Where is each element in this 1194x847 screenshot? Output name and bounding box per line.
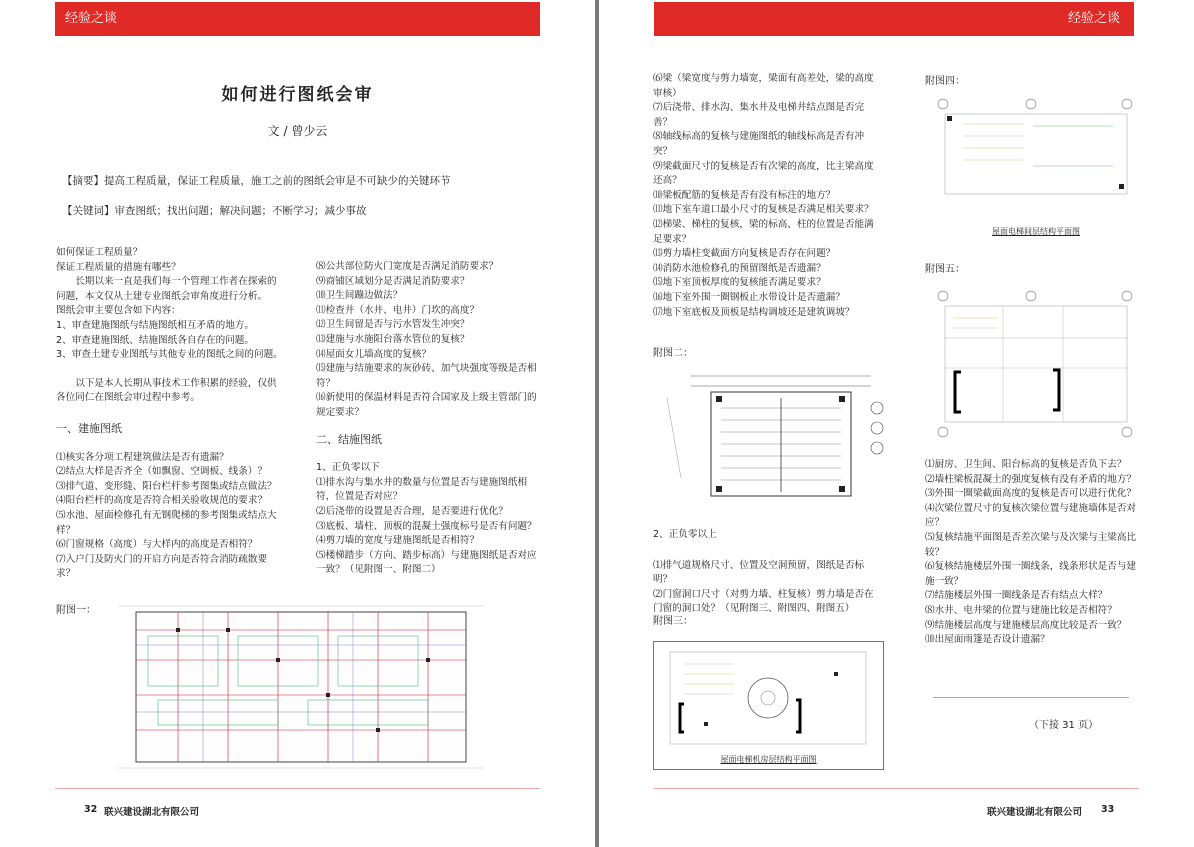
- paragraph: 以下是本人长期从事技术工作积累的经验，仅供各位同仁在图纸会审过程中参考。: [56, 377, 277, 404]
- list-item: ⒂地下室顶板厚度的复核能否满足要求？: [653, 277, 826, 289]
- right-column: [316, 260, 544, 578]
- article-title: 如何进行图纸会审: [221, 85, 374, 105]
- footer-rule: [654, 788, 1139, 789]
- list-item: ⑹梁（梁宽度与剪力墙宽，梁面有高差处，梁的高度审核）: [653, 73, 874, 99]
- figure-label: 附图一：: [56, 605, 96, 616]
- left-page: [0, 0, 595, 847]
- list-item: ⑶排气道、变形缝、阳台栏杆参考图集或结点做法？: [56, 480, 277, 492]
- list-item: ⒃新使用的保温材料是否符合国家及上级主管部门的规定要求？: [316, 392, 537, 418]
- list-item: ⑸水池、屋面检修孔有无钢爬梯的参考图集或结点大样？: [56, 509, 277, 536]
- list-item: ⑷阳台栏杆的高度是否符合相关验收规范的要求？: [56, 495, 268, 507]
- section-heading: 二、结施图纸: [316, 432, 382, 446]
- right-page: [599, 0, 1194, 847]
- list-item: ⑼结施楼层高度与建施楼层高度比较是否一致？: [925, 619, 1127, 631]
- list-item: ⑼梁截面尺寸的复核是否有次梁的高度，比主梁高度还高？: [653, 160, 874, 187]
- list-item: ⒁消防水池检修孔的预留图纸是否遗漏？: [653, 262, 826, 274]
- list-item: ⑵后浇带的设置是否合理，是否要进行优化？: [316, 505, 508, 517]
- company-name: 联兴建设湖北有限公司: [987, 807, 1083, 818]
- list-item: ⑻水井、电井梁的位置与建施比较是否相符？: [925, 604, 1117, 616]
- article-author: 文 / 曾少云: [267, 124, 328, 138]
- section-header-band: 经验之谈: [55, 2, 540, 36]
- list-item: ⑹复核结施楼层外围一圈线条，线条形状是否与建施一致？: [925, 561, 1137, 587]
- figure-label: 附图五：: [925, 264, 965, 275]
- list-item: ⒁屋面女儿墙高度的复核？: [316, 348, 432, 360]
- list-item: ⑼商铺区域划分是否满足消防要求？: [316, 275, 470, 287]
- figure-caption: 屋面电梯机房层结构平面图: [720, 755, 817, 764]
- list-item: ⑽出屋面雨篷是否设计遗漏？: [925, 634, 1050, 646]
- page-number: 33: [1101, 804, 1115, 815]
- figure-3-frame: [653, 641, 884, 770]
- list-item: ⑴排气道规格尺寸、位置及空洞预留，图纸是否标明？: [653, 559, 865, 586]
- list-item: ⑷剪刀墙的宽度与建施图纸是否相符？: [316, 535, 480, 547]
- list-item: ⑷次梁位置尺寸的复核次梁位置与建施墙体是否对应？: [925, 502, 1137, 529]
- list-item: ⑺后浇带、排水沟、集水井及电梯井结点图是否完善？: [653, 102, 865, 128]
- elevator-room-plan-figure-4: [933, 96, 1139, 208]
- list-item: ⑻轴线标高的复核与建施图纸的轴线标高是否有冲突？: [653, 131, 865, 157]
- section-header-band: 经验之谈: [654, 2, 1134, 36]
- sub-heading: 2、正负零以上: [653, 529, 717, 540]
- right-column: [925, 458, 1141, 648]
- figure-label: 附图二：: [653, 348, 693, 359]
- list-item: ⑵门窗洞口尺寸（对剪力墙、柱复核）剪力墙是否在门窗的洞口处？（见附图三、附图四、附图五）: [653, 588, 874, 615]
- list-item: ⒄地下室底板及顶板是结构调坡还是建筑调坡？: [653, 306, 855, 318]
- list-item: ⑸楼梯踏步（方向、踏步标高）与建施图纸是否对应一致？（见附图一、附图二）: [316, 549, 537, 576]
- list-item: ⑴核实各分项工程建筑做法是否有遗漏？: [56, 451, 229, 463]
- list-item: 3、审查土建专业图纸与其他专业的图纸之间的问题。: [56, 349, 283, 361]
- list-item: ⑿梯梁、梯柱的复核，梁的标高、柱的位置是否能满足要求？: [653, 218, 874, 245]
- list-item: ⑹门窗规格（高度）与大样内的高度是否相符？: [56, 539, 258, 551]
- list-item: ⑻公共部位防火门宽度是否满足消防要求？: [316, 261, 499, 272]
- paragraph: 图纸会审主要包含如下内容：: [56, 305, 181, 317]
- structure-plan-figure-5: [933, 288, 1139, 438]
- list-item: ⒀剪力墙柱变截面方向复核是否存在问题？: [653, 248, 836, 260]
- stair-plan-figure-2: [651, 368, 891, 508]
- list-item: ⑽梁板配筋的复核是否有没有标注的地方？: [653, 189, 836, 201]
- list-item: ⑺结施楼层外围一圈线条是否有结点大样？: [925, 590, 1108, 602]
- paragraph: 如何保证工程质量？: [56, 247, 143, 258]
- section-heading: 一、建施图纸: [56, 421, 122, 435]
- list-item: ⑸复核结施平面图是否差次梁与及次梁与主梁高比较？: [925, 531, 1137, 558]
- list-item: ⑺入户门及防火门的开启方向是否符合消防疏散要求？: [56, 553, 268, 580]
- left-column: [56, 246, 286, 582]
- keywords: 【关键词】审查图纸；找出问题；解决问题；不断学习；减少事故: [62, 205, 367, 217]
- floor-plan-figure-1: [118, 600, 484, 774]
- paragraph: 保证工程质量的措施有哪些？: [56, 261, 181, 273]
- list-item: 1、审查建施图纸与结施图纸相互矛盾的地方。: [56, 319, 254, 331]
- company-name: 联兴建设湖北有限公司: [104, 807, 200, 818]
- figure-label: 附图四：: [925, 76, 965, 87]
- abstract: 【摘要】提高工程质量，保证工程质量，施工之前的图纸会审是不可缺少的关键环节: [62, 175, 451, 187]
- elevator-room-plan-figure-3: [654, 642, 883, 752]
- paragraph: 长期以来一直是我们每一个管理工作者在探索的问题，本文仅从土建专业图纸会审角度进行分析。: [56, 276, 277, 302]
- list-item: ⑵结点大样是否齐全（如飘窗、空调板、线条）？: [56, 466, 268, 478]
- figure-label: 附图三：: [653, 616, 693, 627]
- left-column: [653, 72, 881, 320]
- list-item: ⑿卫生间留是否与污水管发生冲突？: [316, 319, 470, 331]
- sub-heading: 1、正负零以下: [316, 462, 380, 474]
- list-item: ⑾检查井（水井、电井）门坎的高度？: [316, 304, 480, 316]
- list-item: ⑴排水沟与集水井的数量与位置是否与建施图纸相符，位置是否对应？: [316, 476, 528, 503]
- list-item: ⒃地下室外围一圈钢板止水带设计是否遗漏？: [653, 291, 845, 303]
- list-item: ⒀建施与水施阳台落水管位的复核？: [316, 333, 470, 345]
- divider: [933, 697, 1129, 698]
- continued-note: （下接 31 页）: [1029, 720, 1099, 731]
- list-item: ⑶外围一圈梁截面高度的复核是否可以进行优化？: [925, 488, 1137, 500]
- list-item: ⑽卫生间蹦边做法？: [316, 290, 403, 302]
- figure-caption: 屋面电梯间层结构平面图: [992, 227, 1080, 236]
- footer-rule: [55, 788, 540, 789]
- list-item: ⒂建施与结施要求的灰砂砖、加气块强度等级是否相符？: [316, 363, 537, 389]
- list-item: ⑾地下室车道口最小尺寸的复核是否满足相关要求？: [653, 204, 874, 216]
- page-number: 32: [84, 804, 98, 815]
- list-item: ⑵墙柱梁板混凝土的强度复核有没有矛盾的地方？: [925, 473, 1137, 485]
- list-item: ⑶底板、墙柱、顶板的混凝土强度标号是否有问题？: [316, 520, 537, 532]
- list-item: 2、审查建施图纸、结施图纸各自存在的问题。: [56, 334, 254, 346]
- list-item: ⑴厨房、卫生间、阳台标高的复核是否负下去？: [925, 459, 1127, 470]
- sub-section: [653, 528, 883, 617]
